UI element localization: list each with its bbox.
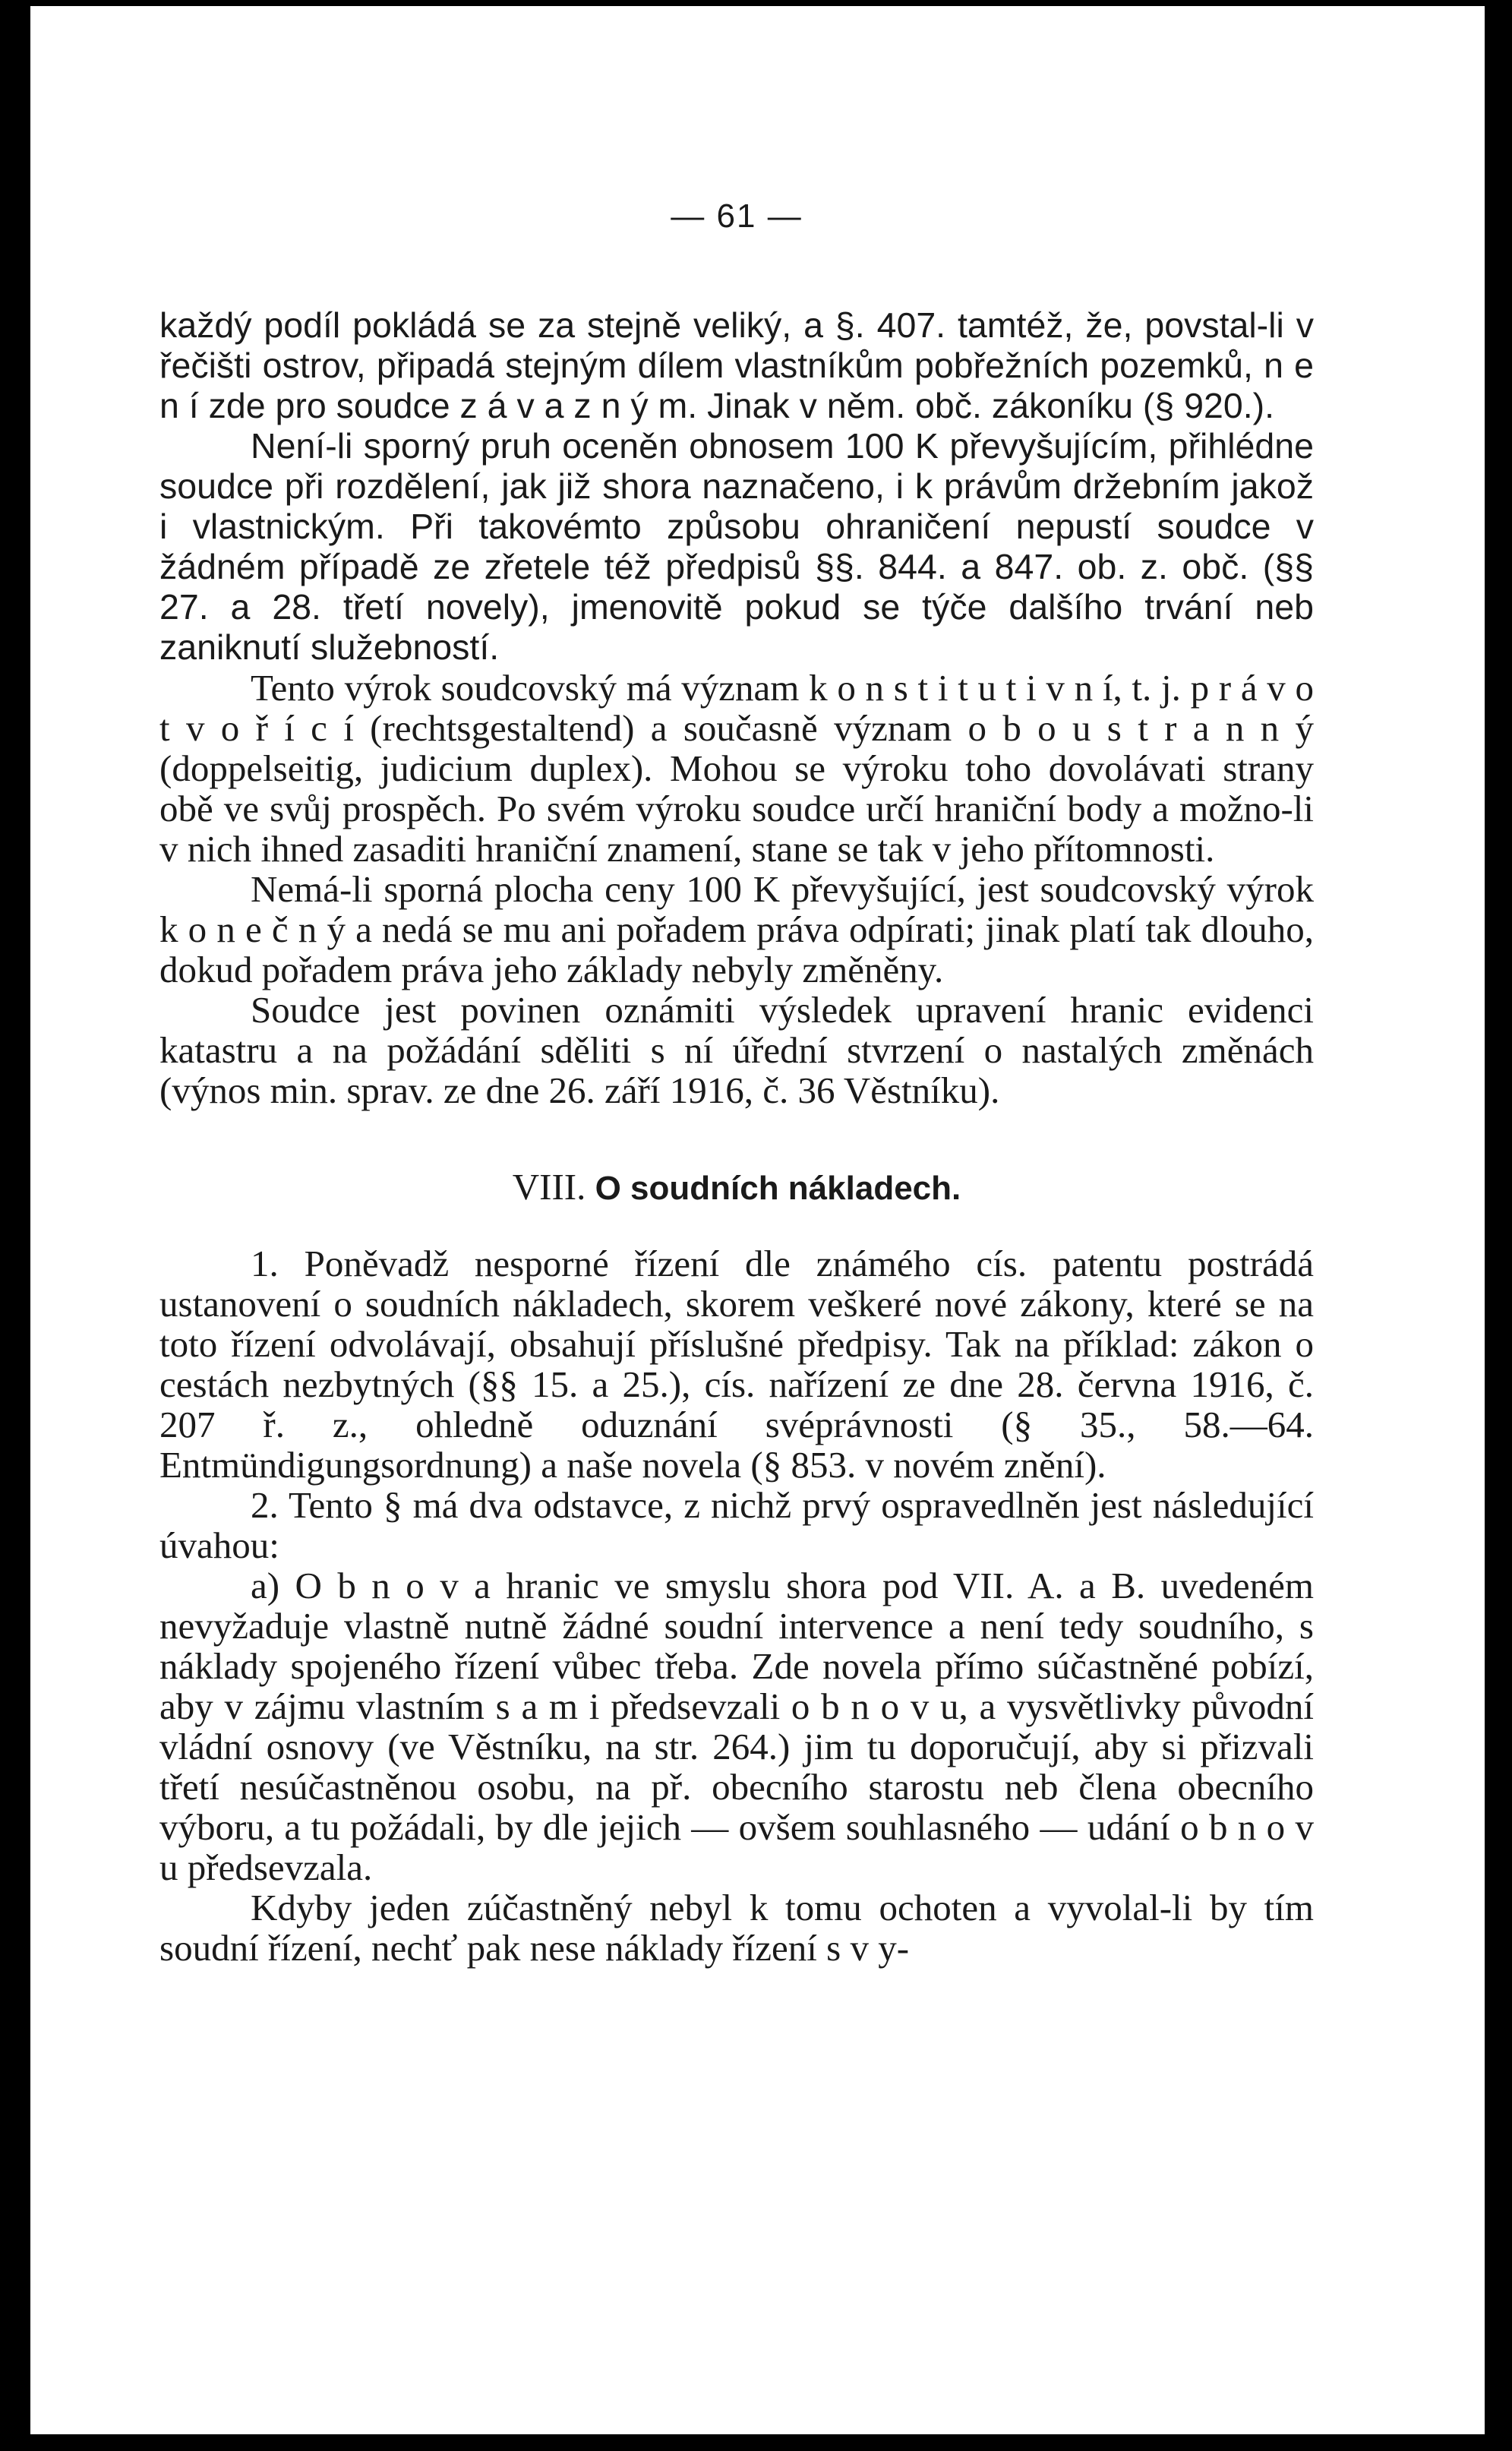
- paragraph: Kdyby jeden zúčastněný nebyl k tomu ochoten a vyvolal-li by tím soudní řízení, nechť pak nese náklady řízení s v y-: [159, 1887, 1314, 1969]
- page-number: — 61 —: [671, 197, 803, 235]
- paragraph: a) O b n o v a hranic ve smyslu shora pod VII. A. a B. uvedeném nevyžaduje vlastně nutně žádné soudní intervence a není tedy soudního, s náklady spojeného řízení vůbec třeba. Zde novela přímo súčastněné pobízí, aby v zájmu vlastním s a m i předsevzali o b n o v u, a vysvětlivky původní vládní osnovy (ve Věstníku, na str. 264.) jim tu doporučují, aby si přizvali třetí nesúčastněnou osobu, na př. obecního starostu neb člena obecního výboru, a tu požádali, by dle jejich — ovšem souhlasného — udání o b n o v u předsevzala.: [159, 1565, 1314, 1888]
- section-heading: [159, 1167, 1314, 1208]
- book-page: [159, 197, 1314, 1968]
- paragraph: 1. Poněvadž nesporné řízení dle známého cís. patentu postrádá ustanovení o soudních nákladech, skorem veškeré nové zákony, které se na toto řízení odvolávají, obsahují příslušné předpisy. Tak na příklad: zákon o cestách nezbytných (§§ 15. a 25.), cís. nařízení ze dne 28. června 1916, č. 207 ř. z., ohledně oduznání svéprávnosti (§ 35., 58.—64. Entmündigungsordnung) a naše novela (§ 853. v novém znění).: [159, 1243, 1314, 1486]
- section-numeral: VIII.: [512, 1166, 586, 1208]
- paragraph: 2. Tento § má dva odstavce, z nichž prvý ospravedlněn jest následující úvahou:: [159, 1484, 1314, 1566]
- paragraph: Není-li sporný pruh oceněn obnosem 100 K převyšujícím, přihlédne soudce při rozdělení, jak již shora naznačeno, i k právům držebním jakož i vlastnickým. Při takovémto způsobu ohraničení nepustí soudce v žádném případě ze zřetele též předpisů §§. 844. a 847. ob. z. obč. (§§ 27. a 28. třetí novely), jmenovitě pokud se týče dalšího trvání neb zaniknutí služebností.: [159, 426, 1314, 667]
- paragraph: Nemá-li sporná plocha ceny 100 K převyšující, jest soudcovský výrok k o n e č n ý a nedá se mu ani pořadem práva odpírati; jinak platí tak dlouho, dokud pořadem práva jeho základy nebyly změněny.: [159, 868, 1314, 990]
- body-text: [159, 305, 1314, 1968]
- paragraph: Tento výrok soudcovský má význam k o n s t i t u t i v n í, t. j. p r á v o t v o ř í c í (rechtsgestaltend) a současně význam o b o u s t r a n n ý (doppelseitig, judicium duplex). Mohou se výroku toho dovolávati strany obě ve svůj prospěch. Po svém výroku soudce určí hraniční body a možno-li v nich ihned zasaditi hraniční znamení, stane se tak v jeho přítomnosti.: [159, 667, 1314, 870]
- paragraph: Soudce jest povinen oznámiti výsledek upravení hranic evidenci katastru a na požádání sděliti s ní úřední stvrzení o nastalých změnách (výnos min. sprav. ze dne 26. září 1916, č. 36 Věstníku).: [159, 989, 1314, 1111]
- section-title: O soudních nákladech.: [595, 1170, 961, 1207]
- paragraph: každý podíl pokládá se za stejně veliký, a §. 407. tamtéž, že, povstal-li v řečišti ostrov, připadá stejným dílem vlastníkům pobřežních pozemků, n e n í zde pro soudce z á v a z n ý m. Jinak v něm. obč. zákoníku (§ 920.).: [159, 305, 1314, 425]
